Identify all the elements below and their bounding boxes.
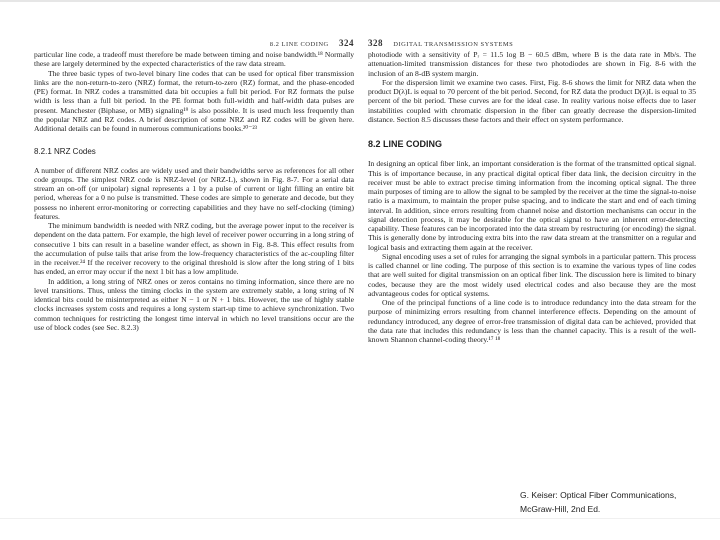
nrz-paragraph-2: The minimum bandwidth is needed with NRZ coding, but the average power input to the receiver is dependent on the data pattern. For example, the high level of receiver power occurring in a long string of consecutive 1 bits can result in a baseline wander effect, as shown in Fig. 8-8. This effect results from the accumulation of pulse tails that arise from the low-frequency characteristics of the ac-coupling filter in the receiver.²⁴ If the receiver recovery to the original threshold is slow after the long string of 1 bits has ended, an error may occur if the next 1 bit has a low amplitude. [34, 221, 354, 277]
left-paragraph-2: The three basic types of two-level binary line codes that can be used for optical fiber transmission links are the non-return-to-zero (NRZ) format, the return-to-zero (RZ) format, and the phase-encoded (PE) format. In NRZ codes a transmitted data bit occupies a full bit period. For RZ formats the pulse width is less than a full bit period. In the PE format both full-width and half-width data pulses are present. Manchester (Biphase, or MB) signaling¹⁹ is also possible. It is used much less frequently than the popular NRZ and RZ codes. A brief description of some NRZ and RZ codes will be given here. Additional details can be found in numerous communications books.²⁰⁻²³ [34, 68, 354, 133]
left-running-head [34, 38, 354, 50]
left-running-title: 8.2 LINE CODING [269, 41, 329, 48]
left-paragraph-1: particular line code, a tradeoff must therefore be made between timing and noise bandwidth.¹⁸ Normally these are largely determined by the expected characteristics of the raw data stream. [34, 50, 354, 69]
line-coding-paragraph-3: One of the principal functions of a line code is to introduce redundancy into the data stream for the purpose of minimizing errors resulting from channel interference effects. Depending on the amount of redundancy introduced, any degree of error-free transmission of digital data can be achieved, provided that the data rate that includes this redundancy is less than the channel capacity. This is a result of the well-known Shannon channel-coding theory.¹⁷ ¹⁸ [368, 298, 696, 344]
citation-line-1: G. Keiser: Optical Fiber Communications, [520, 490, 677, 500]
section-heading-line-coding: 8.2 LINE CODING [368, 139, 443, 149]
right-paragraph-2: For the dispersion limit we examine two cases. First, Fig. 8-6 shows the limit for NRZ data when the product D(λ)L is equal to 70 percent of the bit period. Second, for RZ data the product D(λ)L is equal to 35 percent of the bit period. These curves are for the ideal case. In reality various noise effects due to laser instabilities coupled with chromatic dispersion in the fiber can greatly decrease the dispersion-limited distance. Section 8.5 discusses these factors and their effect on system performance. [368, 77, 696, 124]
line-coding-paragraph-2: Signal encoding uses a set of rules for arranging the signal symbols in a particular pattern. This process is called channel or line coding. The purpose of this section is to examine the various types of line codes that are well suited for digital transmission on an optical fiber link. The discussion here is limited to binary codes, because they are the most widely used electrical codes and also because they are the most advantageous codes for optical systems. [368, 251, 696, 298]
right-running-head [368, 38, 696, 50]
source-citation [520, 488, 710, 516]
right-running-title: DIGITAL TRANSMISSION SYSTEMS [393, 41, 514, 48]
right-page [368, 38, 696, 538]
subsection-heading-nrz-codes: 8.2.1 NRZ Codes [34, 147, 96, 157]
left-page [34, 38, 354, 538]
right-paragraph-1: photodiode with a sensitivity of Pᵣ = 11.5 log B − 60.5 dBm, where B is the data rate in Mb/s. The attenuation-limited transmission distances for these two photodiodes are shown in Fig. 8-6 with the inclusion of an 8-dB system margin. [368, 50, 696, 78]
line-coding-paragraph-1: In designing an optical fiber link, an important consideration is the format of the transmitted optical signal. This is of importance because, in any practical digital optical fiber data link, the decision circuitry in the receiver must be able to extract precise timing information from the incoming optical signal. The three main purposes of timing are to allow the signal to be sampled by the receiver at the time the signal-to-noise ratio is a maximum, to maintain the proper pulse spacing, and to indicate the start and end of each timing interval. In addition, since errors resulting from channel noise and distortion mechanisms can occur in the signal detection process, it may be desirable for the optical signal to have an inherent error-detecting capability. These features can be incorporated into the data stream by restructuring (or encoding) the signal. This is generally done by introducing extra bits into the raw data stream at the transmitter on a regular and logical basis and extracting them again at the receiver. [368, 159, 696, 252]
scan-edge-top [0, 0, 720, 2]
nrz-paragraph-1: A number of different NRZ codes are widely used and their bandwidths serve as references for all other code groups. The simplest NRZ code is NRZ-level (or NRZ-L), shown in Fig. 8-7. For a serial data stream an on-off (or unipolar) signal represents a 1 by a pulse of current or light filling an entire bit period, whereas for a 0 no pulse is transmitted. These codes are simple to generate and decode, but they possess no inherent error-monitoring or correcting capabilities and they have no self-clocking (timing) features. [34, 165, 354, 221]
right-page-number: 328 [368, 38, 383, 48]
nrz-paragraph-3: In addition, a long string of NRZ ones or zeros contains no timing information, since there are no level transitions. Thus, unless the timing clocks in the system are extremely stable, a long string of N identical bits could be misinterpreted as either N − 1 or N + 1 bits. However, the use of highly stable clocks increases system costs and requires a long system start-up time to achieve synchronization. Two common techniques for restricting the longest time interval in which no level transitions occur are the use of block codes (see Sec. 8.2.3) [34, 276, 354, 332]
left-page-number: 324 [339, 38, 354, 48]
citation-line-2: McGraw-Hill, 2nd Ed. [520, 504, 601, 514]
